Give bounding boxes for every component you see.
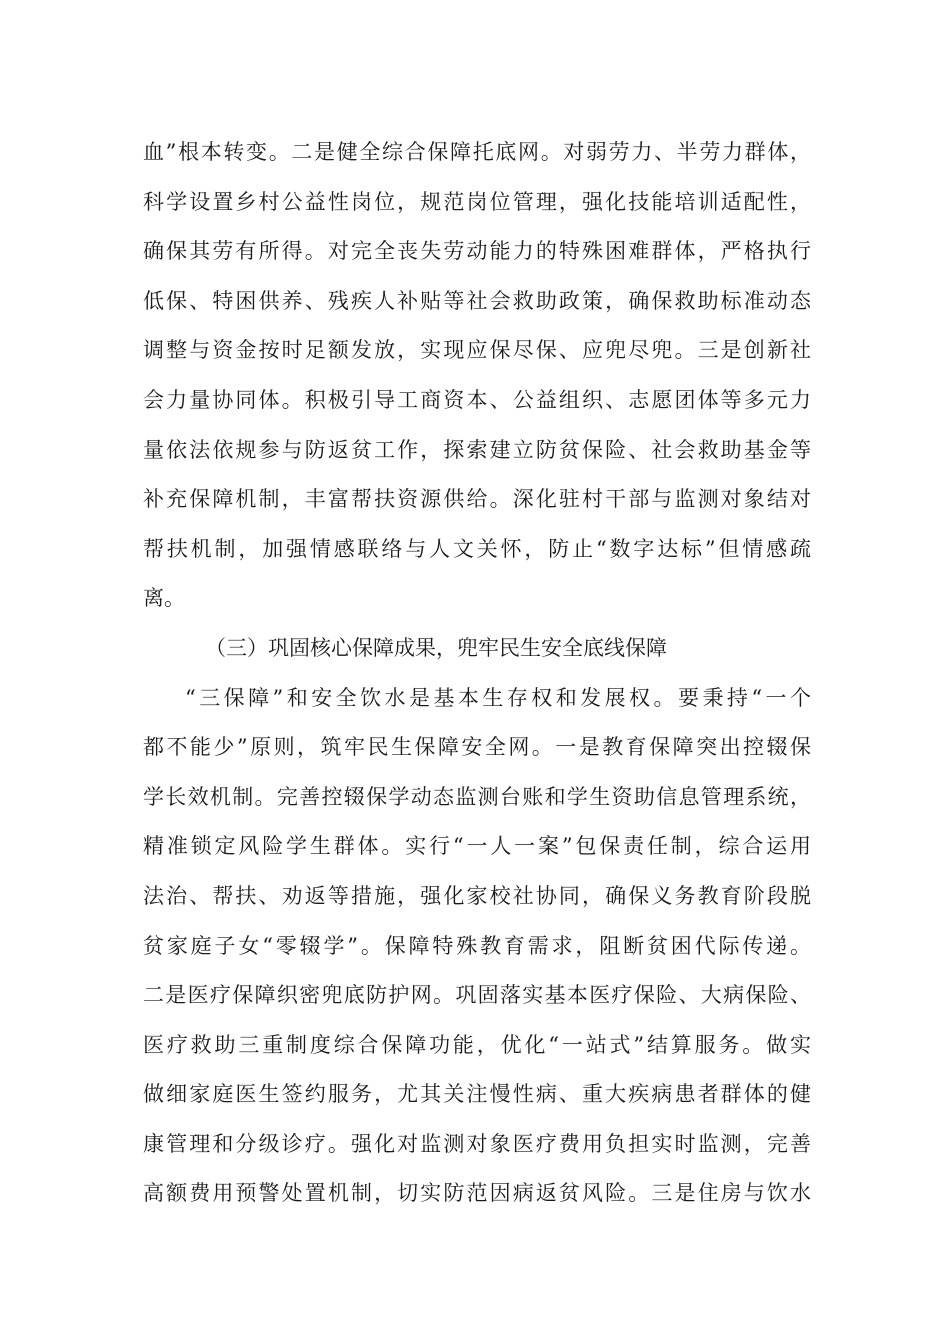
text-line: “三保障”和安全饮水是基本生存权和发展权。要秉持“一个 xyxy=(185,685,811,710)
text-line: 调整与资金按时足额发放，实现应保尽保、应兜尽兜。三是创新社 xyxy=(143,338,811,363)
text-line: 做细家庭医生签约服务，尤其关注慢性病、重大疾病患者群体的健 xyxy=(143,1082,811,1107)
paragraph-core-guarantees xyxy=(143,674,811,1220)
text-line: 离。 xyxy=(143,586,185,611)
paragraph-social-support xyxy=(143,128,811,624)
text-line: 帮扶机制，加强情感联络与人文关怀，防止“数字达标”但情感疏 xyxy=(143,536,811,561)
text-line: 量依法依规参与防返贫工作，探索建立防贫保险、社会救助基金等 xyxy=(143,437,811,462)
text-line: 康管理和分级诊疗。强化对监测对象医疗费用负担实时监测，完善 xyxy=(143,1131,811,1156)
text-line: 高额费用预警处置机制，切实防范因病返贫风险。三是住房与饮水 xyxy=(143,1181,811,1206)
text-line: 都不能少”原则，筑牢民生保障安全网。一是教育保障突出控辍保 xyxy=(143,735,811,760)
text-line: 法治、帮扶、劝返等措施，强化家校社协同，确保义务教育阶段脱 xyxy=(143,883,811,908)
text-line: 学长效机制。完善控辍保学动态监测台账和学生资助信息管理系统， xyxy=(143,784,811,809)
text-line: 血”根本转变。二是健全综合保障托底网。对弱劳力、半劳力群体， xyxy=(143,140,811,164)
text-line: 补充保障机制，丰富帮扶资源供给。深化驻村干部与监测对象结对 xyxy=(143,487,811,512)
document-body xyxy=(143,128,811,1219)
section-heading: （三）巩固核心保障成果，兜牢民生安全底线保障 xyxy=(205,635,667,660)
text-line: 精准锁定风险学生群体。实行“一人一案”包保责任制，综合运用 xyxy=(143,834,811,859)
text-line: 低保、特困供养、残疾人补贴等社会救助政策，确保救助标准动态 xyxy=(143,288,811,313)
text-line: 医疗救助三重制度综合保障功能，优化“一站式”结算服务。做实 xyxy=(143,1032,811,1057)
text-line: 二是医疗保障织密兜底防护网。巩固落实基本医疗保险、大病保险、 xyxy=(143,983,811,1008)
text-line: 贫家庭子女“零辍学”。保障特殊教育需求，阻断贫困代际传递。 xyxy=(143,933,811,958)
text-line: 会力量协同体。积极引导工商资本、公益组织、志愿团体等多元力 xyxy=(143,387,811,412)
text-line: 确保其劳有所得。对完全丧失劳动能力的特殊困难群体，严格执行 xyxy=(143,239,811,264)
text-line: 科学设置乡村公益性岗位，规范岗位管理，强化技能培训适配性， xyxy=(143,189,811,214)
